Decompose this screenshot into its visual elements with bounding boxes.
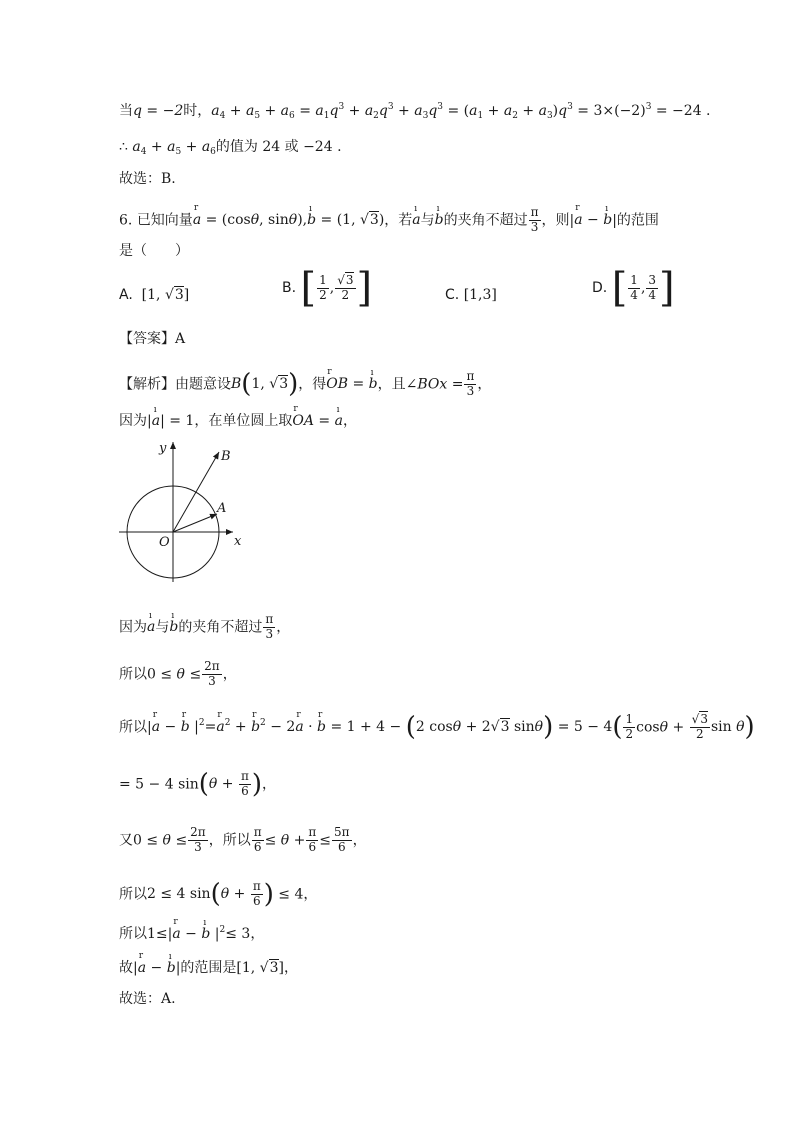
label-b: B — [221, 449, 231, 464]
because2-c: 的夹角不超过 — [178, 619, 263, 636]
analysis-line-3: 因为ı a与ı b的夹角不超过 $\frac{\pi}{3}$ ， — [119, 613, 290, 642]
analysis-line-2: 因为|ı a| = 1，在单位圆上取r OA = ı a， — [119, 414, 357, 428]
label-x: x — [234, 534, 242, 549]
vec-b-b2: ı b — [169, 620, 178, 634]
text-value: 的值为 24 或 −24 . — [215, 139, 342, 155]
analysis-line-10: 故|r a − ı b|的范围是[1, √3]， — [119, 961, 298, 975]
option-a[interactable] — [119, 288, 189, 302]
because2-a: 因为 — [119, 619, 147, 636]
angle-box: ∠BOx = — [405, 376, 464, 393]
option-a-label: A. — [119, 287, 133, 303]
because-text1b: ，在单位圆上取 — [194, 413, 293, 429]
therefore-symbol: ∴ — [119, 139, 128, 155]
question-6-line-1 — [119, 206, 659, 235]
pi-6-left: $\frac{\pi}{6}$ — [253, 825, 262, 854]
question-number: 6. — [119, 212, 133, 229]
answer-value: A — [175, 331, 186, 347]
point-b-coords: B(1, √3) — [231, 369, 299, 400]
so3-text: 所以 — [119, 886, 147, 903]
range-squared: 1≤|r a − ı b $|^2\le 3$ — [147, 926, 250, 942]
pi-3-b2: $\frac{\pi}{3}$ — [265, 612, 274, 641]
text-when: 当 — [119, 103, 133, 119]
analysis-label: 【解析】 — [119, 376, 175, 393]
theta-range-1: 0 ≤ θ ≤ — [147, 666, 202, 683]
analysis-line-6: = 5 − 4 sin(θ + $\frac{\pi}{6}$ )， — [119, 769, 277, 800]
option-a-value: [1, √3] — [137, 287, 190, 303]
hence-end: |的范围是 — [175, 960, 237, 976]
answer-label: 【答案】 — [119, 331, 175, 347]
analysis-text1: 由题意设 — [175, 376, 231, 393]
vector-a-def: r a = (cosθ, sinθ),ı b = (1, √3) — [193, 212, 384, 228]
so4-text: 所以 — [119, 926, 147, 942]
two-pi-3: $\frac{2\pi}{3}$ — [204, 659, 220, 688]
analysis-line-4: 所以0 ≤ θ ≤ $\frac{2\pi}{3}$ ， — [119, 659, 237, 688]
option-d[interactable]: D. [ $\frac{1}{4}$ , $\frac{3}{4}$ ] — [592, 265, 675, 311]
so1-text: 所以 — [119, 666, 147, 683]
ob-eq-b: r OB = ı b — [326, 376, 377, 392]
pi-over-3: $\frac{\pi}{3}$ — [530, 205, 539, 234]
choose-a: 故选：A. — [119, 991, 176, 1007]
solution-line-1 — [119, 103, 711, 121]
frac-1-2: $\frac{1}{2}$ — [319, 272, 327, 302]
because-text1: 因为 — [119, 413, 147, 429]
label-y: y — [159, 441, 167, 456]
oa-eq-a: r OA = ı a — [292, 413, 343, 429]
frac-3-4: $\frac{3}{4}$ — [648, 272, 657, 302]
text-end: = −24 . — [651, 103, 711, 119]
a-minus-b: r a − ı b — [574, 212, 612, 228]
q6-text2: ，若 — [384, 212, 413, 229]
vector-ob — [173, 452, 219, 532]
analysis-text1b: ，得 — [298, 376, 327, 393]
question-6-line-2: 是（ ） — [119, 243, 189, 259]
also-text: 又 — [119, 832, 133, 849]
sum-expression: $a_4 + a_5 + a_6$ — [132, 139, 216, 157]
text-mid: 时， — [183, 103, 212, 119]
frac-sqrt3-2: $\frac{√3}{2}$ — [337, 272, 354, 302]
analysis-line-7: 又0 ≤ θ ≤ $\frac{2\pi}{3}$ ，所以 $\frac{\pi}{6}$ ≤ θ + $\frac{\pi}{6}$ ≤ $\frac{5\pi}{6}$ ， — [119, 825, 367, 854]
label-origin: O — [159, 535, 170, 550]
final-range: [1, √3] — [236, 960, 284, 976]
q-value: q = −2 — [133, 103, 184, 119]
vector-oa — [173, 514, 217, 532]
analysis-line-5: 所以|r a − r b $|^2=r$ $a^2 + r$ $b^2 - 2r$ a · r b = 1 + 4 − (2 cosθ + 2√3 sinθ) = 5 − 4( $\frac{1}{2}$ cosθ + $\frac{√3}{2}$ sin θ) — [119, 713, 755, 742]
analysis-text1c: ，且 — [377, 376, 406, 393]
label-a: A — [217, 501, 227, 516]
also-mid: ，所以 — [208, 832, 251, 849]
option-c-value: [1,3] — [463, 287, 497, 303]
q6-text5: ，则| — [541, 212, 575, 229]
so2-text: 所以| — [119, 719, 152, 736]
pi-6-eq1: $\frac{\pi}{6}$ — [241, 769, 249, 798]
vector-a-ref: ı a — [412, 213, 420, 227]
expansion: r a − r b $|^2=r$ $a^2 + r$ $b^2 - 2r$ a · r b = 1 + 4 − (2 cosθ + 2√3 sinθ) = 5 − 4( — [152, 719, 623, 735]
vector-b-ref: ı b — [435, 213, 444, 227]
option-c[interactable] — [445, 288, 497, 302]
abs-a-eq-1: |ı a| = 1 — [147, 413, 194, 429]
a-minus-b-hence: r a − ı b — [138, 960, 176, 976]
five-pi-6: $\frac{5\pi}{6}$ — [334, 825, 350, 854]
frac-sqrt3-half: $\frac{√3}{2}$ — [691, 712, 708, 741]
option-d-label: D. — [592, 280, 608, 296]
analysis-line-8: 所以2 ≤ 4 sin(θ + $\frac{\pi}{6}$ ) ≤ 4， — [119, 879, 318, 910]
choose-b: 故选：B. — [119, 171, 176, 187]
series-expression: $a_4 + a_5 + a_6 = a_1q^3 + a_2q^3 + a_3q^3 = (a_1 + a_2 + a_3)q^3 = 3\times(-2)^3$ — [211, 102, 652, 121]
q6-text4: 的夹角不超过 — [443, 212, 528, 229]
analysis-line-1: 【解析】由题意设B(1, √3)，得r OB = ı b，且∠BOx = $\frac{\pi}{3}$ ， — [119, 370, 491, 399]
two-pi-3-also: $\frac{2\pi}{3}$ — [190, 825, 206, 854]
analysis-line-9: 所以1≤|r a − ı b $|^2\le 3$， — [119, 926, 264, 941]
because2-b: 与 — [155, 619, 170, 636]
unit-circle-diagram — [117, 438, 257, 588]
frac-half: $\frac{1}{2}$ — [625, 712, 634, 741]
pi-6-mid: $\frac{\pi}{6}$ — [308, 825, 317, 854]
frac-1-4: $\frac{1}{4}$ — [630, 272, 638, 302]
q6-text3: 与 — [420, 212, 435, 229]
solution-line-2 — [119, 140, 342, 157]
eq1-text: = 5 − 4 sin — [119, 776, 199, 793]
vec-a-b2: ı a — [147, 620, 155, 634]
q6-text6: |的范围 — [612, 212, 659, 229]
pi-6-so3: $\frac{\pi}{6}$ — [252, 879, 261, 908]
angle-pi-3: $\frac{\pi}{3}$ — [466, 369, 475, 398]
answer-line — [119, 332, 185, 346]
hence-text: 故| — [119, 960, 138, 976]
option-b[interactable]: B. [ $\frac{1}{2}$ , $\frac{√3}{2}$ ] — [282, 265, 373, 311]
option-b-label: B. — [282, 280, 297, 296]
q6-text1: 已知向量 — [136, 212, 193, 229]
option-c-label: C. — [445, 287, 460, 303]
